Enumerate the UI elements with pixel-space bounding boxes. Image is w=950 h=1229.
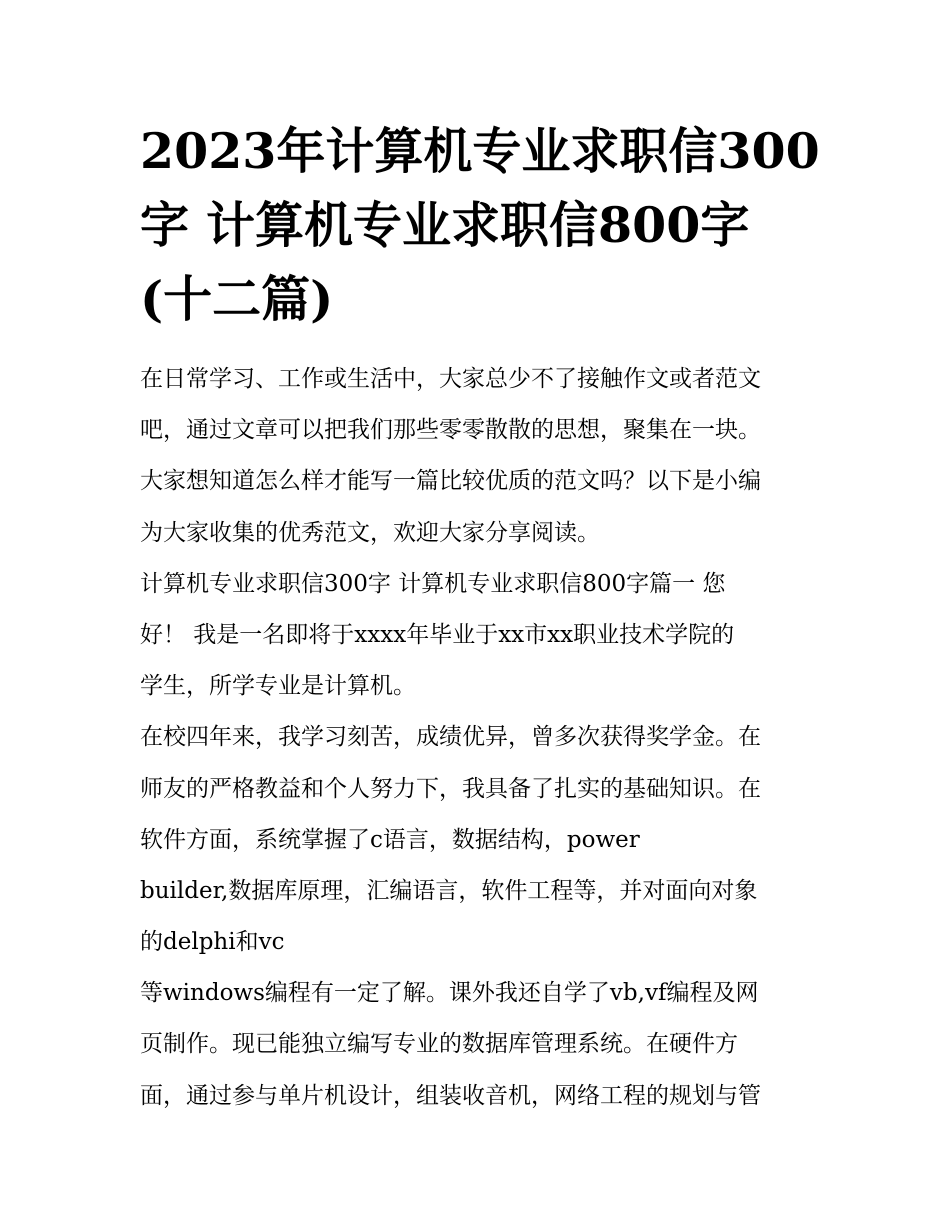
body-line: 在日常学习、工作或生活中，大家总少不了接触作文或者范文 xyxy=(140,366,761,392)
document-body xyxy=(140,354,830,1122)
body-line: 的delphi和vc xyxy=(140,929,285,956)
body-line: 师友的严格教益和个人努力下，我具备了扎实的基础知识。在 xyxy=(140,775,761,802)
body-line: 软件方面，系统掌握了c语言，数据结构，power xyxy=(140,826,640,853)
body-line: 页制作。现已能独立编写专业的数据库管理系统。在硬件方 xyxy=(140,1031,738,1058)
title-line: (十二篇) xyxy=(140,270,334,328)
body-line: builder,数据库原理，汇编语言，软件工程等，并对面向对象 xyxy=(140,877,758,904)
title-line: 字 计算机专业求职信800字 xyxy=(140,196,750,254)
body-line: 在校四年来，我学习刻苦，成绩优异，曾多次获得奖学金。在 xyxy=(140,724,761,751)
document-title xyxy=(140,114,820,336)
body-line: 好！ 我是一名即将于xxxx年毕业于xx市xx职业技术学院的 xyxy=(140,621,735,648)
body-line: 为大家收集的优秀范文，欢迎大家分享阅读。 xyxy=(140,519,600,546)
body-line: 等windows编程有一定了解。课外我还自学了vb,vf编程及网 xyxy=(140,980,759,1007)
body-line: 学生，所学专业是计算机。 xyxy=(140,673,416,700)
title-line: 2023年计算机专业求职信300 xyxy=(140,122,820,180)
body-line: 计算机专业求职信300字 计算机专业求职信800字篇一 您 xyxy=(140,570,726,597)
body-line: 大家想知道怎么样才能写一篇比较优质的范文吗？以下是小编 xyxy=(140,468,761,495)
body-line: 吧，通过文章可以把我们那些零零散散的思想，聚集在一块。 xyxy=(140,417,761,444)
body-line: 面，通过参与单片机设计，组装收音机，网络工程的规划与管 xyxy=(140,1082,761,1109)
